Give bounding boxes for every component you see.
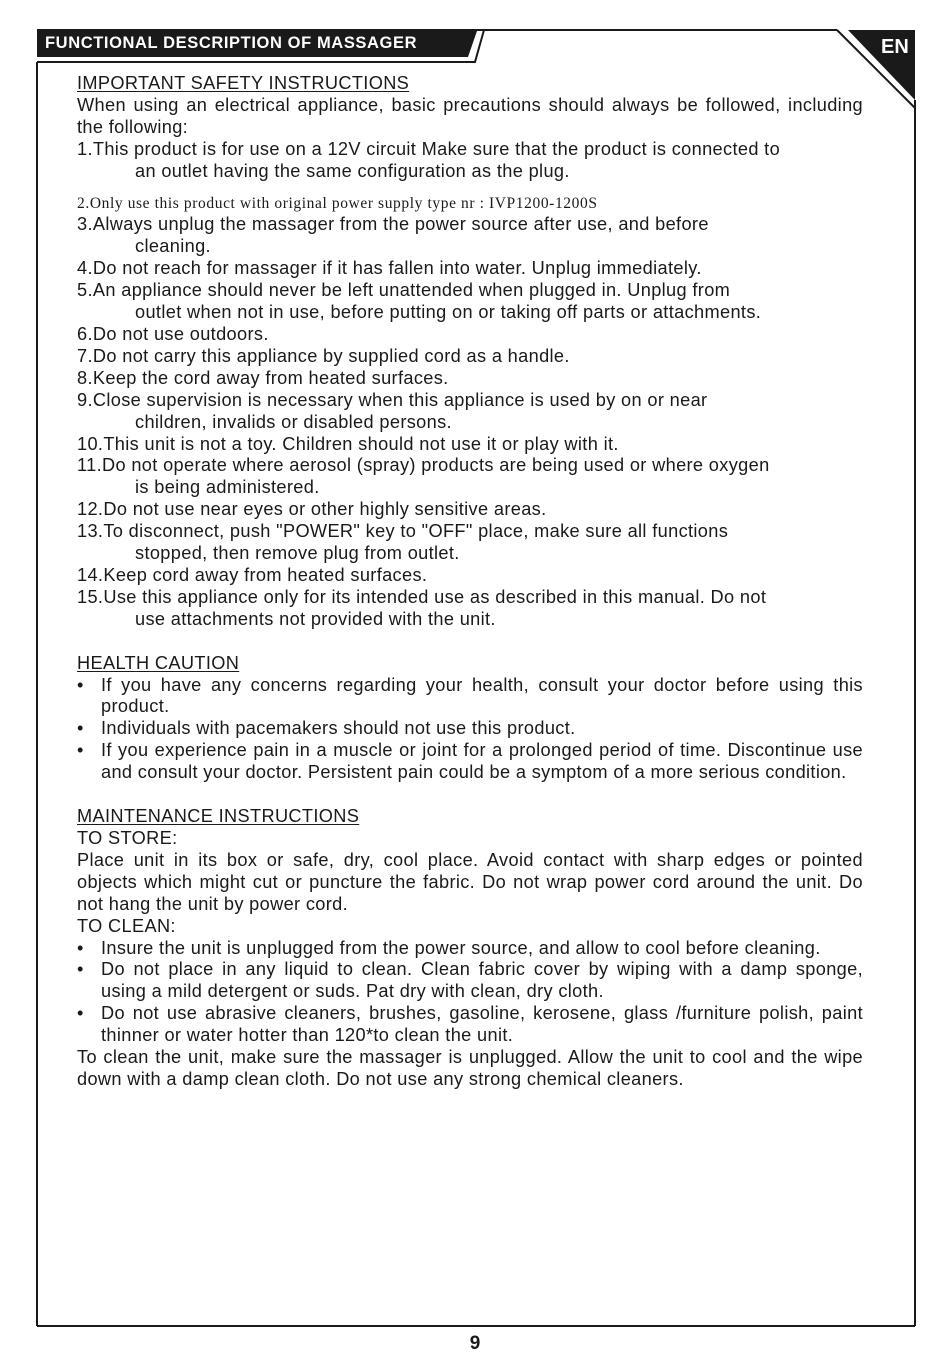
bullet-icon: •	[77, 740, 84, 761]
list-item: • Individuals with pacemakers should not use this product.	[77, 718, 576, 739]
safety-list	[77, 139, 863, 631]
list-item	[77, 390, 863, 434]
item-text: This unit is not a toy. Children should not use it or play with it.	[103, 433, 619, 454]
list-item: • Insure the unit is unplugged from the power source, and allow to cool before cleaning.	[77, 937, 821, 958]
item-number: 12.	[77, 499, 104, 520]
item-number: 9.	[77, 389, 93, 410]
clean-label: TO CLEAN:	[77, 915, 176, 936]
bullet-icon: •	[77, 959, 84, 980]
list-item	[77, 214, 863, 258]
maintenance-heading: MAINTENANCE INSTRUCTIONS	[77, 806, 360, 827]
clean-list	[77, 938, 863, 1048]
safety-heading: IMPORTANT SAFETY INSTRUCTIONS	[77, 73, 410, 93]
list-item: • If you have any concerns regarding your health, consult your doctor before using this product.	[77, 674, 863, 717]
item-number: 4.	[77, 258, 93, 279]
item-text: Do not use near eyes or other highly sensitive areas.	[103, 499, 547, 520]
list-item	[77, 565, 863, 587]
item-number: 15.	[77, 586, 104, 607]
list-item	[77, 280, 863, 324]
item-text: Do not carry this appliance by supplied cord as a handle.	[92, 345, 570, 366]
list-item: • Do not use abrasive cleaners, brushes, gasoline, kerosene, glass /furniture polish, paint thinner or water hotter than 120*to clean the unit.	[77, 1003, 863, 1046]
item-text: Close supervision is necessary when this appliance is used by on or near	[92, 389, 708, 410]
list-item	[77, 368, 863, 390]
list-item	[77, 139, 863, 183]
list-item	[77, 455, 863, 499]
item-continuation: an outlet having the same configuration as the plug.	[135, 160, 570, 181]
list-item	[77, 324, 863, 346]
item-text: Keep cord away from heated surfaces.	[103, 564, 428, 585]
bullet-icon: •	[77, 718, 84, 739]
bullet-icon: •	[77, 937, 84, 958]
health-heading: HEALTH CAUTION	[77, 652, 240, 673]
item-text: Always unplug the massager from the power source after use, and before	[92, 214, 709, 235]
list-item	[77, 521, 863, 565]
store-label: TO STORE:	[77, 828, 178, 848]
closing-text: To clean the unit, make sure the massager is unplugged. Allow the unit to cool and the wipe down with a damp clean cloth. Do not use any strong chemical cleaners.	[77, 1047, 863, 1089]
item-number: 2.	[77, 194, 90, 212]
item-text: This product is for use on a 12V circuit Make sure that the product is connected to	[92, 138, 781, 159]
item-continuation: is being administered.	[135, 477, 320, 498]
safety-intro: When using an electrical appliance, basic precautions should always be followed, including the following:	[77, 94, 863, 137]
list-item: • If you experience pain in a muscle or joint for a prolonged period of time. Discontinue use and consult your doctor. Persistent pain could be a symptom of a more serious condition.	[77, 740, 863, 783]
item-number: 8.	[77, 367, 93, 388]
item-continuation: outlet when not in use, before putting on or taking off parts or attachments.	[135, 302, 762, 323]
section-title: FUNCTIONAL DESCRIPTION OF MASSAGER	[45, 34, 418, 52]
item-number: 6.	[77, 323, 93, 344]
item-number: 10.	[77, 433, 104, 454]
bullet-icon: •	[77, 674, 84, 695]
store-text: Place unit in its box or safe, dry, cool place. Avoid contact with sharp edges or pointed objects which might cut or puncture the fabric. Do not wrap power cord around the unit. Do not hang the unit by power cord.	[77, 849, 863, 914]
list-item	[77, 434, 863, 456]
item-text: Do not reach for massager if it has fallen into water. Unplug immediately.	[92, 258, 702, 279]
page-number: 9	[469, 1333, 481, 1354]
health-list	[77, 675, 863, 785]
item-text: Keep the cord away from heated surfaces.	[92, 367, 449, 388]
item-continuation: stopped, then remove plug from outlet.	[135, 543, 460, 564]
manual-content	[77, 73, 863, 1091]
list-item: • Do not place in any liquid to clean. Clean fabric cover by wiping with a damp sponge, using a mild detergent or suds. Pat dry with clean, dry cloth.	[77, 959, 863, 1002]
item-number: 5.	[77, 280, 93, 301]
list-item	[77, 346, 863, 368]
item-number: 7.	[77, 345, 93, 366]
list-item	[77, 258, 863, 280]
item-text: Only use this product with original power supply type nr : IVP1200-1200S	[89, 194, 598, 212]
item-continuation: use attachments not provided with the unit.	[135, 608, 496, 629]
list-item	[77, 193, 863, 215]
item-text: To disconnect, push "POWER" key to "OFF" place, make sure all functions	[103, 521, 729, 542]
item-continuation: cleaning.	[135, 236, 211, 257]
item-number: 14.	[77, 564, 104, 585]
item-text: Do not operate where aerosol (spray) products are being used or where oxygen	[101, 455, 770, 476]
list-item	[77, 499, 863, 521]
item-number: 11.	[77, 455, 102, 476]
bullet-icon: •	[77, 1003, 84, 1024]
language-tag: EN	[881, 36, 909, 58]
item-number: 13.	[77, 521, 104, 542]
item-number: 3.	[77, 214, 93, 235]
list-item	[77, 587, 863, 631]
item-text: Do not use outdoors.	[92, 323, 269, 344]
item-text: An appliance should never be left unattended when plugged in. Unplug from	[92, 280, 731, 301]
item-continuation: children, invalids or disabled persons.	[135, 411, 452, 432]
item-text: Use this appliance only for its intended use as described in this manual. Do not	[103, 586, 767, 607]
item-number: 1.	[77, 138, 93, 159]
